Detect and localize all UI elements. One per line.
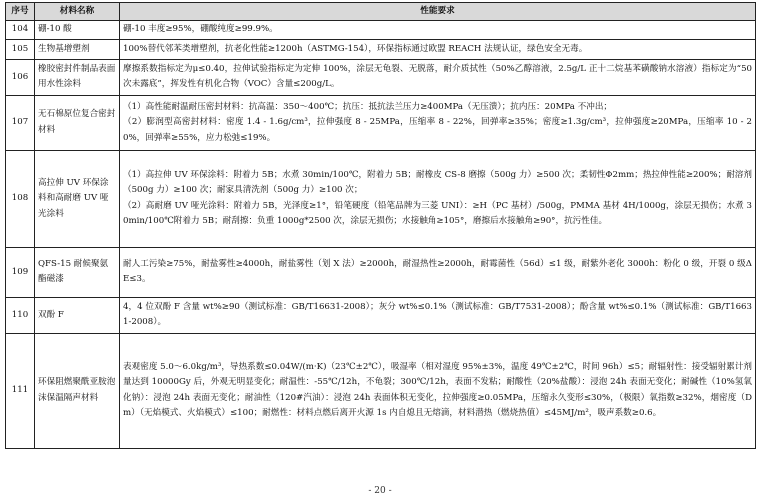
performance-requirement [120,39,756,59]
requirement-line: 耐人工污染≥75%，耐盐雾性≥4000h，耐盐雾性（划 X 法）≥2000h，耐湿热性≥2000h，耐霉菌性（56d）≤1 级，耐紫外老化 3000h：粉化 0 级，开裂 0 级ΔE≤3。 [123,258,752,285]
table-row [6,21,756,39]
requirement-line: 摩擦系数指标定为μ≤0.40，拉伸试验指标定为定伸 100%，涂层无龟裂、无脱落，耐介质拭性（50%乙醇溶液，2.5g/L 正十二烷基苯磺酸钠水溶液）指标定为“50 次未露底”，挥发性有机化合物（VOC）含量≤200g/L。 [123,63,752,90]
col-header-name: 材料名称 [35,3,120,21]
table-row [6,333,756,448]
material-name: 双酚 F [35,297,120,333]
spec-table [5,2,756,449]
row-number: 111 [6,333,35,448]
row-number: 107 [6,95,35,150]
table-row [6,297,756,333]
requirement-line: （1）高拉伸 UV 环保涂料：附着力 5B；水煮 30min/100℃，附着力 5B；耐橡皮 CS-8 磨擦（500g 力）≥500 次；柔韧性Φ2mm；热拉伸性能≥200%；耐溶剂（500g 力）≥100 次；耐家具清洗剂（500g 力）≥100 次； [123,170,752,196]
material-name: 生物基增塑剂 [35,39,120,59]
requirement-line: 表观密度 5.0～6.0kg/m³，导热系数≤0.04W/(m·K)（23℃±2℃），吸湿率（相对湿度 95%±3%，温度 49℃±2℃，时间 96h）≤5；耐辐射性：接受辐射累计剂量达到 10000Gy 后，外观无明显变化；耐温性：-55℃/12h，不龟裂；300℃/12h，表面不发粘；耐酸性（20%盐酸）：浸泡 24h 表面无变化；耐碱性（10%氢氧化钠）：浸泡 24h 表面无变化；耐油性（120#汽油）：浸泡 24h 表面体积无变化，拉伸强度≥0.05MPa，压缩永久变形≤30%，（极限）氧指数≥32%，烟密度（Dm）（无焰模式、火焰模式）≤100；耐燃性：材料点燃后离开火源 1s 内自熄且无熔滴，材料潜热（燃烧热值）≤45MJ/m²，吸声系数≥0.6。 [123,362,752,419]
page-number: - 20 - [368,486,392,496]
col-header-req: 性能要求 [120,3,756,21]
table-row [6,59,756,95]
requirement-line: 4，4 位双酚 F 含量 wt%≥90（测试标准：GB/T16631-2008）；灰分 wt%≤0.1%（测试标准：GB/T7531-2008）；酚含量 wt%≤0.1%（测试标准：GB/T16631-2008）。 [123,301,752,328]
performance-requirement [120,59,756,95]
performance-requirement [120,297,756,333]
requirement-line: 100%替代邻苯类增塑剂，抗老化性能≥1200h（ASTMG-154），环保指标通过欧盟 REACH 法规认证，绿色安全无毒。 [123,43,588,54]
requirement-line: （1）高性能耐温耐压密封材料：抗高温：350～400℃；抗压：抵抗法兰压力≥400MPa（无压溃）；抗内压：20MPa 不冲出； [123,101,613,112]
table-row [6,150,756,247]
material-name: 橡胶密封件制品表面用水性涂料 [35,59,120,95]
performance-requirement [120,333,756,448]
col-header-no: 序号 [6,3,35,21]
requirement-line: （2）高耐磨 UV 哑光涂料：附着力 5B，光泽度≥1°，铅笔硬度（铅笔品牌为三菱 UNI）：≥H（PC 基材）/500g，PMMA 基材 4H/1000g，涂层无损伤；水煮 30min/100℃附着力 5B；耐刮擦：负重 1000g*2500 次，涂层无损伤；水接触角≥105°，磨擦后水接触角≥90°，抗污性佳。 [123,200,752,227]
row-number: 108 [6,150,35,247]
row-number: 109 [6,247,35,297]
material-name: 高拉伸 UV 环保涂料和高耐磨 UV 哑光涂料 [35,150,120,247]
material-name: QFS-15 耐候聚氨酯磁漆 [35,247,120,297]
material-name: 硼-10 酸 [35,21,120,39]
row-number: 110 [6,297,35,333]
row-number: 104 [6,21,35,39]
material-name: 无石棉原位复合密封材料 [35,95,120,150]
table-row [6,39,756,59]
performance-requirement [120,150,756,247]
row-number: 106 [6,59,35,95]
requirement-line: （2）膨润型高密封材料：密度 1.4 - 1.6g/cm³，拉伸强度 8 - 25MPa，压缩率 8 - 22%，回弹率≥35%；密度≥1.3g/cm³，拉伸强度≥20MPa，压缩率 10 - 20%，回弹率≥55%，应力松弛≤19%。 [123,117,752,143]
table-row [6,95,756,150]
table-row [6,247,756,297]
performance-requirement [120,21,756,39]
table-header-row [6,3,756,21]
performance-requirement [120,95,756,150]
row-number: 105 [6,39,35,59]
performance-requirement [120,247,756,297]
material-name: 环保阻燃聚酰亚胺泡沫保温隔声材料 [35,333,120,448]
requirement-line: 硼-10 丰度≥95%，硼酸纯度≥99.9%。 [123,24,278,35]
